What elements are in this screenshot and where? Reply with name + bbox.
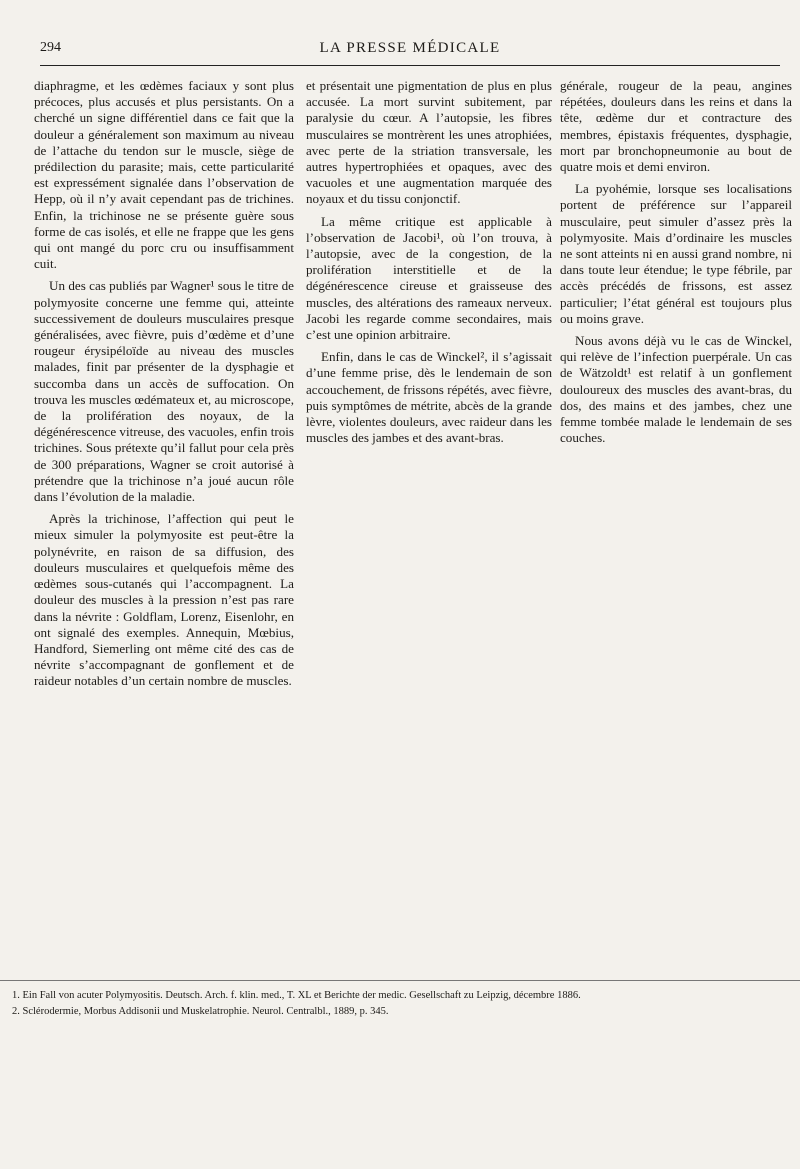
- left-paragraph-1: diaphragme, et les œdèmes faciaux y sont plus précoces, plus accusés et plus persistants. On a cherché un signe différentiel dans ce fait que la douleur a généralement son maximum au niveau de l’attache du tendon sur le muscle, siège de prédilection du parasite; mais, cette particularité est expressément signalée dans l’observation de Hepp, où il n’y avait cependant pas de trichines. Enfin, la trichinose ne se présente guère sous forme de cas isolés, et elle ne frappe que les gens qui ont mangé du porc cru ou insuffisamment cuit.: [34, 78, 294, 272]
- footnotes: [0, 980, 800, 1021]
- footnote-1: 1. Ein Fall von acuter Polymyositis. Deutsch. Arch. f. klin. med., T. XL et Berichte der medic. Gesellschaft zu Leipzig, décembre 1886.: [12, 990, 581, 1001]
- right-paragraph-1: générale, rougeur de la peau, angines répétées, douleurs dans les reins et dans la tête, œdème dur et contracture des membres, épistaxis fréquentes, dysphagie, mort par bronchopneumonie au bout de quatre mois et demi environ.: [560, 78, 792, 175]
- page-header: [40, 40, 780, 64]
- middle-column: [306, 78, 552, 452]
- middle-paragraph-3: Enfin, dans le cas de Winckel², il s’agissait d’une femme prise, dès le lendemain de son accouchement, de frissons répétés, avec fièvre, puis symptômes de métrite, abcès de la grande lèvre, violentes douleurs, avec raideur dans les muscles des jambes et des avant-bras.: [306, 349, 552, 446]
- right-column: [560, 78, 792, 452]
- footnote-2: 2. Sclérodermie, Morbus Addisonii und Muskelatrophie. Neurol. Centralbl., 1889, p. 345.: [12, 1006, 389, 1018]
- right-paragraph-3: Nous avons déjà vu le cas de Winckel, qui relève de l’infection puerpérale. Un cas de Wätzoldt¹ est relatif à un gonflement douloureux des muscles des avant-bras, du dos, des mains et des jambes, chez une femme tombée malade le lendemain de ses couches.: [560, 333, 792, 446]
- page-number: 294: [40, 40, 61, 55]
- middle-paragraph-2: La même critique est applicable à l’observation de Jacobi¹, où l’on trouva, à l’autopsie, avec de la congestion, de la prolifération interstitielle et de la dégénérescence cireuse et graisseuse des muscles, des altérations des rameaux nerveux. Jacobi les regarde comme secondaires, mais c’est une opinion arbitraire.: [306, 213, 552, 343]
- header-rule: [40, 65, 780, 66]
- left-paragraph-3: Après la trichinose, l’affection qui peut le mieux simuler la polymyosite est peut-être la polynévrite, en raison de sa diffusion, des douleurs musculaires et quelquefois même des œdèmes sous-cutanés qui l’accompagnent. La douleur des muscles à la pression n’est pas rare dans la névrite : Goldflam, Lorenz, Eisenlohr, en ont signalé des exemples. Annequin, Mœbius, Handford, Siemerling ont même cité des cas de névrite s’accompagnant de gonflement et de raideur notables d’un certain nombre de muscles.: [34, 511, 294, 689]
- left-paragraph-2: Un des cas publiés par Wagner¹ sous le titre de polymyosite concerne une femme qui, atteinte successivement de douleurs musculaires presque généralisées, avec fièvre, puis d’œdème et d’une rougeur érysipéloïde au niveau des muscles malades, finit par présenter de la dysphagie et succomba dans un accès de suffocation. On trouva les muscles œdémateux et, au microscope, de la prolifération des noyaux, de la dégénérescence vitreuse, des vacuoles, enfin trois trichines. Sous prétexte qu’il fallut pour cela près de 300 préparations, Wagner se croit autorisé à prétendre que la trichinose n’a joué aucun rôle dans l’évolution de la maladie.: [34, 278, 294, 505]
- right-paragraph-2: La pyohémie, lorsque ses localisations portent de préférence sur l’appareil musculaire, peut simuler d’assez près la polymyosite. Mais d’ordinaire les muscles ne sont atteints ni en aussi grand nombre, ni dans toute leur étendue; le type fébrile, par accès précédés de frissons, est assez particulier; l’état général est toujours plus ou moins grave.: [560, 181, 792, 326]
- middle-paragraph-1: et présentait une pigmentation de plus en plus accusée. La mort survint subitement, par paralysie du cœur. A l’autopsie, les fibres musculaires se montrèrent les unes atrophiées, avec perte de la striation transversale, les autres hypertrophiées et opaques, avec des vacuoles et une augmentation marquée des noyaux et du tissu conjonctif.: [306, 78, 552, 207]
- journal-title: LA PRESSE MÉDICALE: [319, 40, 501, 56]
- left-column: [34, 78, 294, 696]
